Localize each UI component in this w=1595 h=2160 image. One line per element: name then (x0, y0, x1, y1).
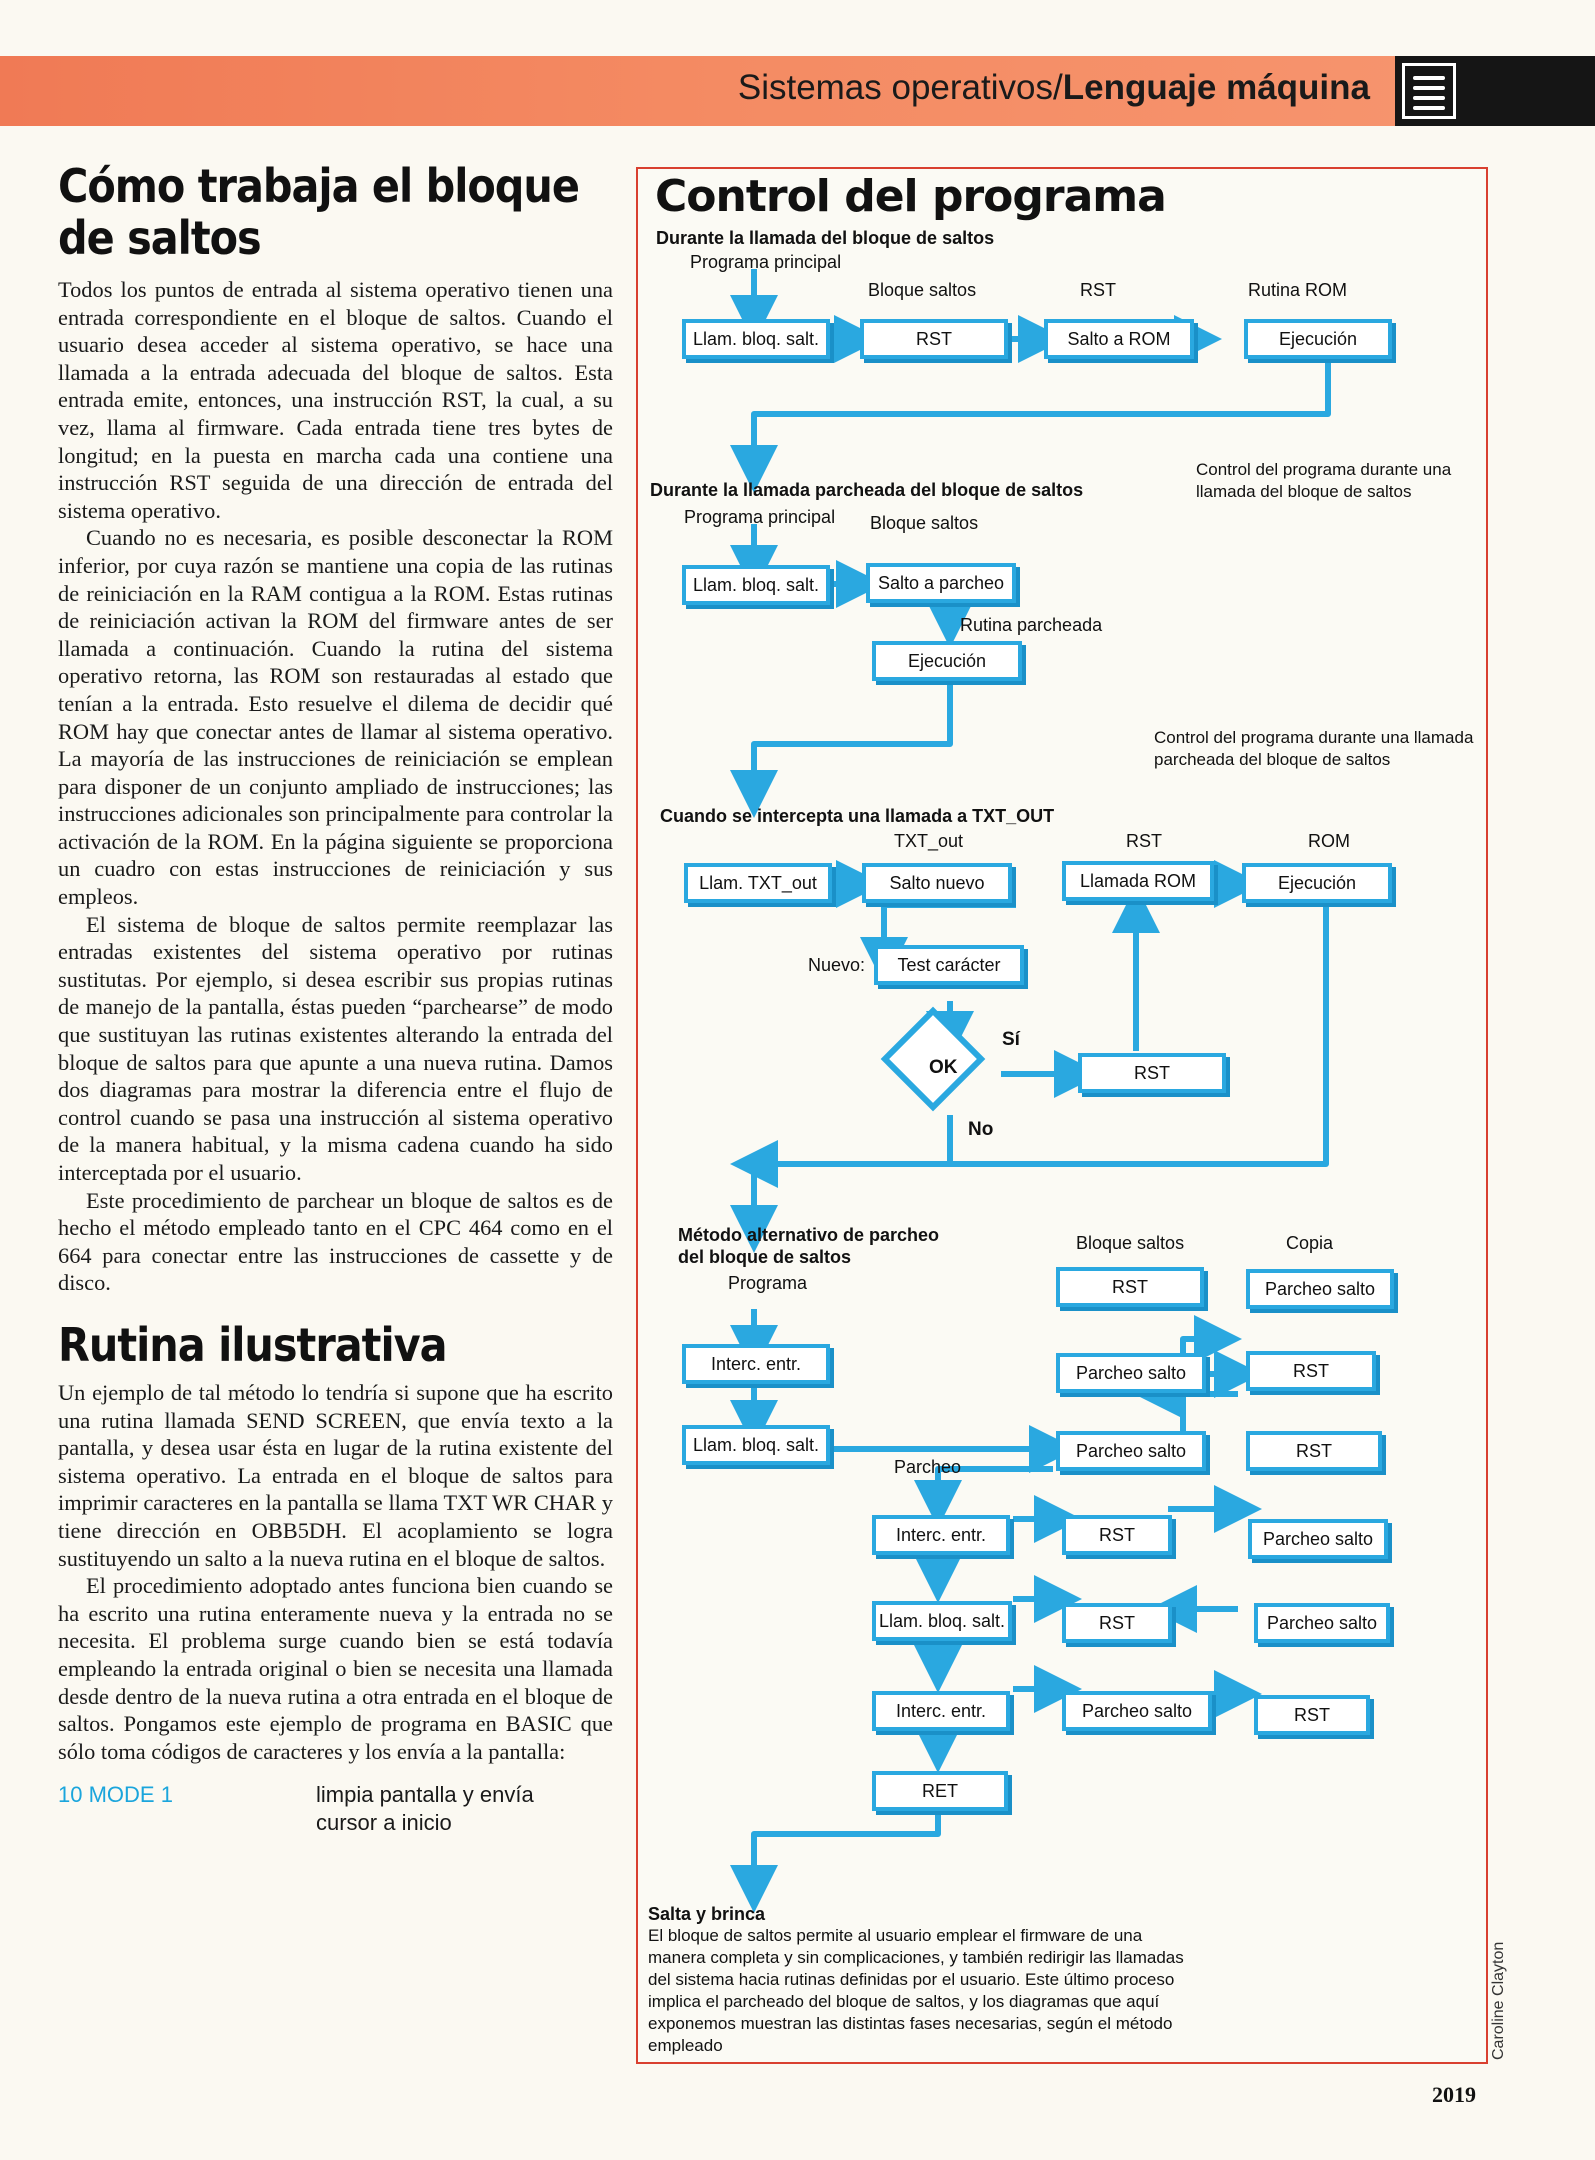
diagram-panel (636, 167, 1488, 2064)
article-heading: Cómo trabaja el bloque de saltos (58, 159, 579, 265)
flow-box: Parcheo salto (1246, 1269, 1394, 1309)
article-paragraph: Todos los puntos de entrada al sistema operativo tienen una entrada correspondiente en el bloque de saltos. Cuando el usuario desea acceder al sistema operativo, se hace una llamada a la entrada adecuada del bloque de saltos. Esta entrada emite, entonces, una instrucción RST, la cual, a su vez, llama al firmware. Cada entrada tiene tres bytes de longitud; en la puesta en marcha cada una contiene una instrucción RST seguida de una dirección de entrada del sistema operativo. (58, 277, 613, 523)
article-column (58, 160, 613, 1837)
flow-box: Llam. TXT_out (684, 863, 832, 903)
diagram-label: TXT_out (894, 831, 964, 851)
article-paragraph: Un ejemplo de tal método lo tendría si supone que ha escrito una rutina llamada SEND SCREEN, que envía texto a la pantalla, y desea usar ésta en lugar de la rutina existente del sistema operativo. La entrada en el bloque de saltos para imprimir caracteres en la pantalla se llama TXT WR CHAR y tiene dirección en OBB5DH. El acoplamiento se logra sustituyendo un salto a la nueva rutina en el bloque de saltos. (58, 1379, 613, 1571)
flow-box: Parcheo salto (1248, 1519, 1388, 1559)
flow-box: Salto nuevo (862, 863, 1012, 903)
flow-box: RST (860, 319, 1008, 359)
code-listing (58, 1781, 613, 1837)
diagram-label: Programa principal (684, 507, 836, 527)
flow-box: Parcheo salto (1062, 1691, 1212, 1731)
flow-box: Interc. entr. (872, 1691, 1010, 1731)
section-heading: Cuando se intercepta una llamada a TXT_OUT (660, 806, 1055, 826)
article-paragraph: Cuando no es necesaria, es posible desconectar la ROM inferior, por cuya razón se mantiene una copia de las rutinas de reiniciación en la RAM contigua a la ROM. Estas rutinas de reiniciación activan la ROM del firmware antes de ser llamada a continuación. Cuando la rutina del sistema operativo retorna, las ROM son restauradas al estado que tenían a la entrada. Esto resuelve el dilema de decidir qué ROM hay que conectar antes de llamar al sistema operativo. La mayoría de las instrucciones de reiniciación se emplean para disponer de un conjunto ampliado de instrucciones; las instrucciones adicionales son principalmente para controlar la activación de la ROM. En la página siguiente se proporciona un cuadro con estas instrucciones de reiniciación y sus empleos. (58, 525, 613, 910)
diagram-label: Rutina parcheada (960, 615, 1103, 635)
flow-box: Llam. bloq. salt. (682, 1425, 830, 1465)
flow-box: RST (1062, 1515, 1172, 1555)
diagram-title: Control del programa (655, 171, 1166, 222)
header-title (738, 68, 1370, 108)
flow-box: RET (872, 1771, 1008, 1811)
flow-box: Ejecución (872, 641, 1022, 681)
section-heading: Durante la llamada parcheada del bloque de saltos (650, 480, 1084, 500)
diagram-label: Bloque saltos (1076, 1233, 1185, 1253)
flow-box: RST (1056, 1267, 1204, 1307)
decision-label: OK (929, 1057, 958, 1078)
diagram-footer (648, 1904, 1188, 2057)
code-line: 10 MODE 1 (58, 1782, 173, 1808)
diagram-label: Programa (728, 1273, 808, 1293)
flow-box: Llamada ROM (1062, 861, 1214, 901)
flow-box: Parcheo salto (1056, 1431, 1206, 1471)
section-heading: Durante la llamada del bloque de saltos (656, 228, 995, 248)
image-credit: Caroline Clayton (1490, 1941, 1507, 2060)
flow-box: Ejecución (1244, 319, 1392, 359)
decision-no-label: No (968, 1119, 994, 1140)
diagram-label: Bloque saltos (870, 513, 979, 533)
flow-box: RST (1246, 1351, 1376, 1391)
book-icon (1402, 63, 1456, 119)
diagram-label: RST (1126, 831, 1162, 851)
diagram-label: Parcheo (894, 1457, 962, 1477)
footer-body: El bloque de saltos permite al usuario emplear el firmware de una manera completa y sin complicaciones, y también redirigir las llamadas del sistema hacia rutinas definidas por el usuario. Este último proceso implica el parcheado del bloque de saltos, y los diagramas que aquí exponemos muestran las distintas fases necesarias, según el método empleado (648, 1926, 1184, 2055)
article-paragraph: Este procedimiento de parchear un bloque de saltos es de hecho el método empleado tanto en el CPC 464 como en el 664 para conectar entre las instrucciones de cassette y de disco. (58, 1187, 613, 1296)
flow-box: Interc. entr. (682, 1344, 830, 1384)
header-subject: Lenguaje máquina (1062, 68, 1370, 107)
decision-yes-label: Sí (1002, 1029, 1020, 1050)
code-comment: limpia pantalla y envía cursor a inicio (316, 1782, 534, 1836)
header-section: Sistemas operativos/ (737, 68, 1063, 107)
flow-box: Salto a ROM (1044, 319, 1194, 359)
article-paragraph: El procedimiento adoptado antes funciona bien cuando se ha escrito una rutina enteramente nueva y la entrada no se necesita. El problema surge cuando bien se está todavía empleando la entrada original o bien se necesita una llamada desde dentro de la nueva rutina a otra entrada en el bloque de saltos. Pongamos este ejemplo de programa en BASIC que sólo toma códigos de caracteres y los envía a la pantalla: (58, 1573, 613, 1764)
diagram-label: Copia (1286, 1233, 1334, 1253)
flow-box: RST (1246, 1431, 1382, 1471)
flow-box: Interc. entr. (872, 1515, 1010, 1555)
flow-box: Llam. bloq. salt. (682, 319, 830, 359)
flow-box: Llam. bloq. salt. (872, 1601, 1012, 1641)
page-number: 2019 (1432, 2082, 1476, 2107)
header-band (0, 56, 1595, 126)
flow-box: Llam. bloq. salt. (682, 565, 830, 605)
diagram-caption: Control del programa durante una llamada del bloque de saltos (1196, 460, 1452, 501)
diagram-caption: Control del programa durante una llamada parcheada del bloque de saltos (1154, 728, 1474, 769)
flow-box: Test carácter (874, 945, 1024, 985)
diagram-label: Rutina ROM (1248, 280, 1348, 300)
diagram-label: Bloque saltos (868, 280, 977, 300)
flow-box: RST (1078, 1053, 1226, 1093)
diagram-label: RST (1080, 280, 1116, 300)
flow-connectors (638, 169, 1486, 2062)
diagram-label: Programa principal (690, 252, 842, 272)
section-heading: Método alternativo de parcheo del bloque de saltos (678, 1225, 940, 1267)
flow-box: RST (1062, 1603, 1172, 1643)
diagram-label: ROM (1308, 831, 1350, 851)
flow-box: Parcheo salto (1254, 1603, 1390, 1643)
footer-heading: Salta y brinca (648, 1904, 766, 1924)
flow-box: RST (1254, 1695, 1370, 1735)
diagram-label: Nuevo: (808, 955, 866, 975)
flow-box: Salto a parcheo (866, 563, 1016, 603)
article-subheading: Rutina ilustrativa (58, 1317, 447, 1372)
article-paragraph: El sistema de bloque de saltos permite reemplazar las entradas existentes del sistema operativo por rutinas sustitutas. Por ejemplo, si desea escribir sus propias rutinas de manejo de la pantalla, éstas pueden “parchearse” de modo que sustituyan las rutinas existentes alterando la entrada del bloque de saltos para que apunte a una nueva rutina. Damos dos diagramas para mostrar la diferencia entre el flujo de control cuando se pasa una instrucción al sistema operativo de la manera habitual, y la misma cadena cuando ha sido interceptada por el usuario. (58, 911, 613, 1185)
flow-box: Parcheo salto (1056, 1353, 1206, 1393)
flow-box: Ejecución (1242, 863, 1392, 903)
